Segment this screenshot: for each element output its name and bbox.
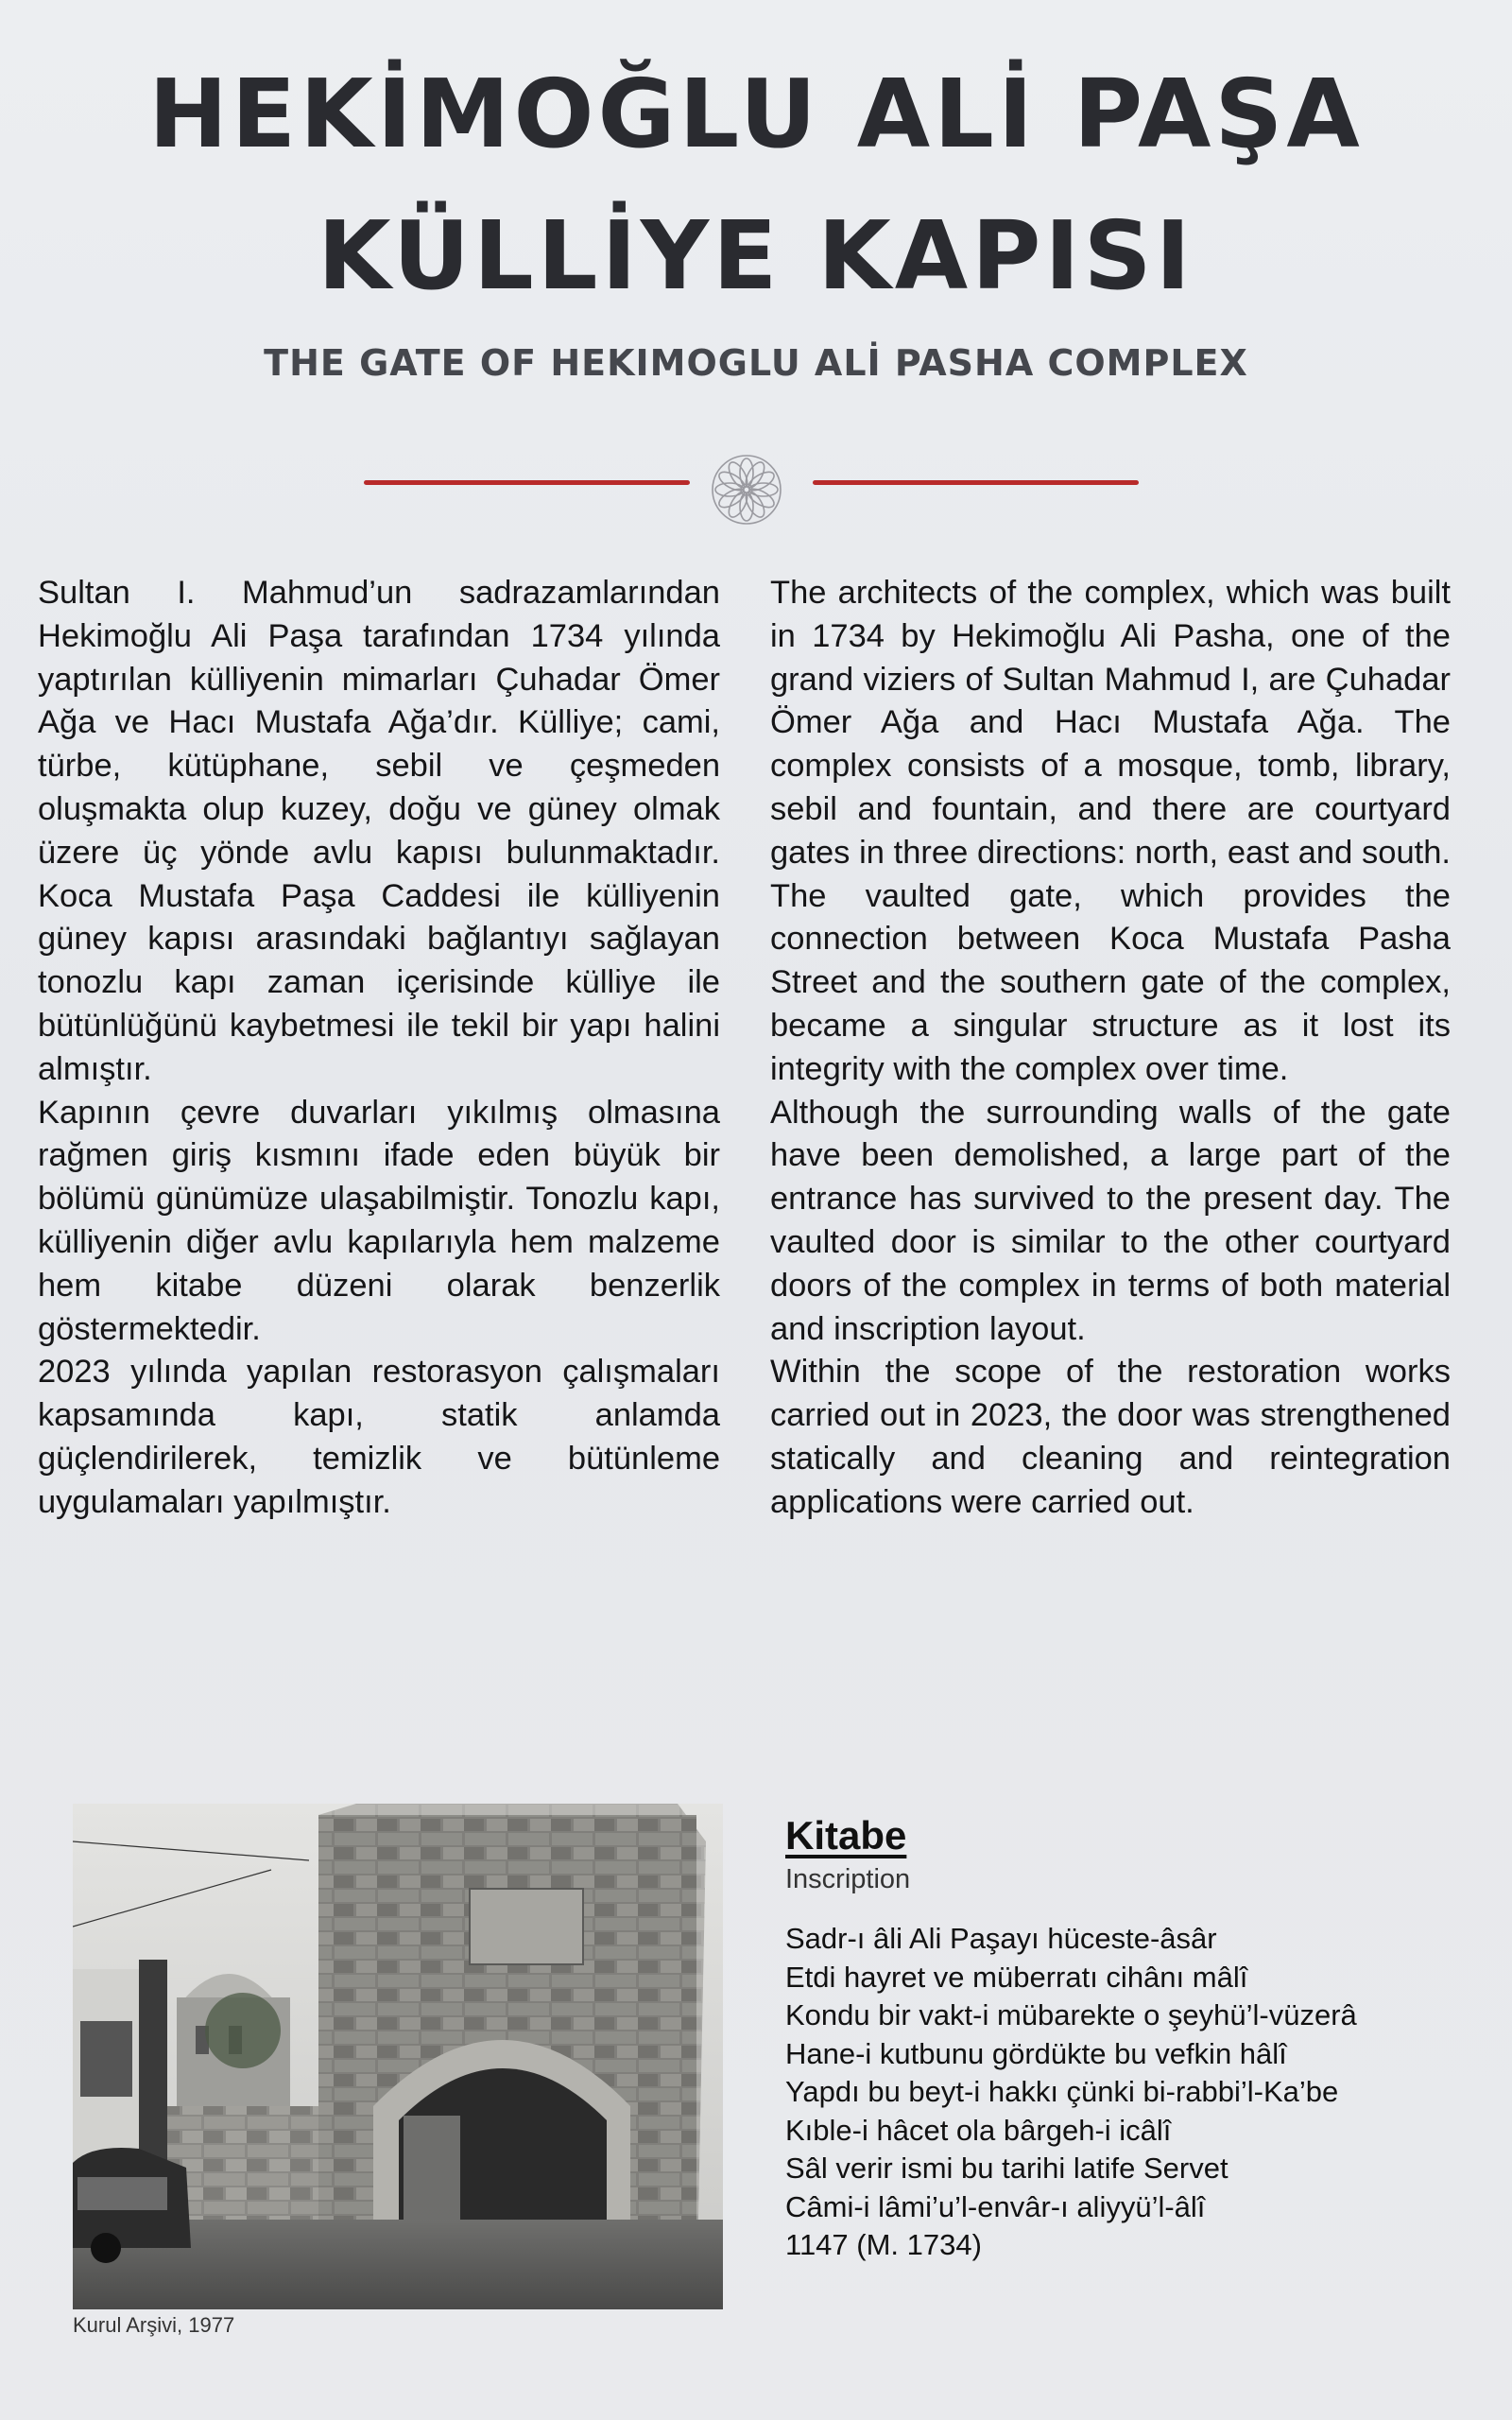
title-line-1: HEKİMOĞLU ALİ PAŞA [148, 59, 1364, 169]
archive-photo [73, 1804, 723, 2309]
verse-line: Kıble-i hâcet ola bârgeh-i icâlî [785, 2113, 1172, 2147]
english-subtitle: THE GATE OF HEKIMOGLU ALİ PASHA COMPLEX [264, 342, 1248, 384]
turkish-text-column [38, 572, 720, 1525]
verse-line: Etdi hayret ve müberratı cihânı mâlî [785, 1960, 1248, 1994]
turkish-paragraph: Kapının çevre duvarları yıkılmış olmasına rağmen giriş kısmını ifade eden büyük bir bölümü günümüze ulaşabilmiştir. Tonozlu kapı, külliyenin diğer avlu kapılarıyla hem malzeme hem kitabe düzeni olarak benzerlik göstermektedir. [38, 1094, 720, 1347]
english-text-column [770, 572, 1451, 1525]
inscription-verses [785, 1920, 1485, 2265]
photo-caption: Kurul Arşivi, 1977 [73, 2313, 235, 2337]
verse-line: Câmi-i lâmi’u’l-envâr-ı aliyyü’l-âlî [785, 2189, 1206, 2223]
inscription-subtitle: Inscription [785, 1864, 911, 1894]
verse-line: Kondu bir vakt-i mübarekte o şeyhü’l-vüzerâ [785, 1998, 1357, 2031]
turkish-paragraph: 2023 yılında yapılan restorasyon çalışmaları kapsamında kapı, statik anlamda güçlendirilerek, temizlik ve bütünleme uygulamaları yapılmıştır. [38, 1354, 720, 1520]
verse-line: Sadr-ı âli Ali Paşayı hüceste-âsâr [785, 1922, 1217, 1955]
verse-line: Hane-i kutbunu gördükte bu vefkin hâlî [785, 2036, 1287, 2070]
verse-line: Sâl verir ismi bu tarihi latife Servet [785, 2152, 1228, 2185]
turkish-paragraph: Sultan I. Mahmud’un sadrazamlarından Hekimoğlu Ali Paşa tarafından 1734 yılında yaptırılan külliyenin mimarları Çuhadar Ömer Ağa ve Hacı Mustafa Ağa’dır. Külliye; cami, türbe, kütüphane, sebil ve çeşmeden oluşmakta olup kuzey, doğu ve güney olmak üzere üç yönde avlu kapısı bulunmaktadır. Koca Mustafa Paşa Caddesi ile külliyenin güney kapısı arasındaki bağlantıyı sağlayan tonozlu kapı zaman içerisinde külliye ile bütünlüğünü kaybetmesi ile tekil bir yapı halini almıştır. [38, 575, 720, 1087]
rosette-icon [709, 452, 784, 527]
title-line-2: KÜLLİYE KAPISI [318, 200, 1194, 311]
divider-right [813, 480, 1139, 485]
inscription-title: Kitabe [785, 1813, 907, 1858]
divider-left [364, 480, 690, 485]
english-paragraph: Within the scope of the restoration works carried out in 2023, the door was strengthened statically and cleaning and reintegration applications were carried out. [770, 1354, 1451, 1520]
verse-line: Yapdı bu beyt-i hakkı çünki bi-rabbi’l-Ka’be [785, 2075, 1339, 2108]
english-paragraph: The architects of the complex, which was built in 1734 by Hekimoğlu Ali Pasha, one of the grand viziers of Sultan Mahmud I, are Çuhadar Ömer Ağa and Hacı Mustafa Ağa. The complex consists of a mosque, tomb, library, sebil and fountain, and there are courtyard gates in three directions: north, east and south. The vaulted gate, which provides the connection between Koca Mustafa Pasha Street and the southern gate of the complex, became a singular structure as it lost its integrity with the complex over time. [770, 575, 1451, 1087]
gate-photo-drawing [73, 1804, 723, 2309]
english-paragraph: Although the surrounding walls of the gate have been demolished, a large part of the entrance has survived to the present day. The vaulted door is similar to the other courtyard doors of the complex in terms of both material and inscription layout. [770, 1094, 1451, 1347]
verse-line: 1147 (M. 1734) [785, 2228, 982, 2261]
